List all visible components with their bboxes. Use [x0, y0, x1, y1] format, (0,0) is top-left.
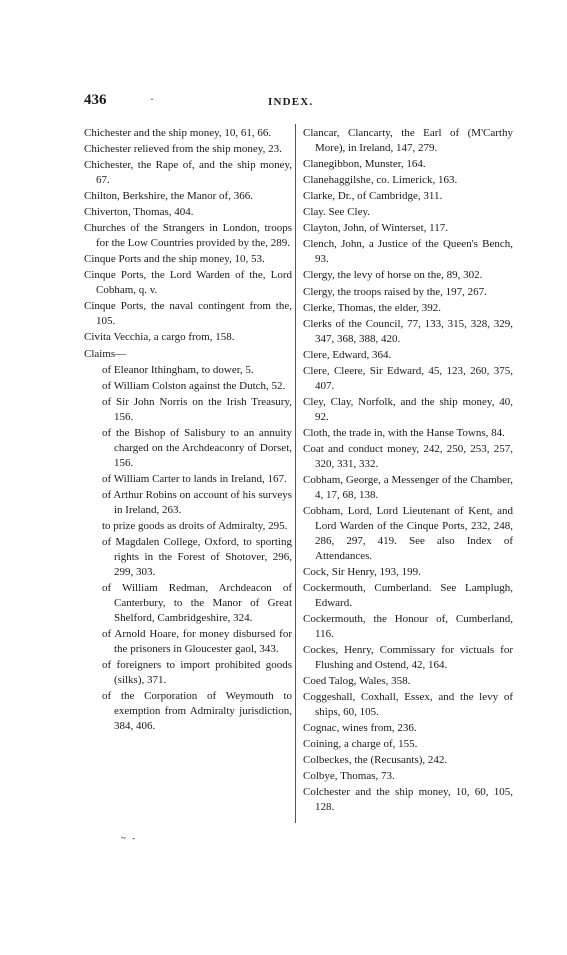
- index-entry: Cinque Ports, the naval contingent from the, 105.: [84, 300, 292, 328]
- index-entry: Cobham, George, a Messenger of the Chamber, 4, 17, 68, 138.: [303, 473, 513, 501]
- index-entry: of the Bishop of Salisbury to an annuity charged on the Archdeaconry of Dorset, 156.: [102, 426, 292, 469]
- index-entry: Clancar, Clancarty, the Earl of (M'Carthy More), in Ireland, 147, 279.: [303, 127, 513, 154]
- index-entry: Coggeshall, Coxhall, Essex, and the levy of ships, 60, 105.: [303, 690, 513, 718]
- running-head: INDEX.: [268, 96, 314, 108]
- index-entry: Chichester, the Rape of, and the ship money, 67.: [84, 159, 292, 187]
- index-entry: of William Carter to lands in Ireland, 167.: [102, 472, 287, 485]
- index-entry: Cinque Ports and the ship money, 10, 53.: [84, 253, 265, 266]
- index-entry: Clerke, Thomas, the elder, 392.: [303, 301, 442, 314]
- index-entry: Colbye, Thomas, 73.: [303, 770, 395, 783]
- index-entry: Clay. See Cley.: [303, 206, 371, 219]
- index-entry: Clanehaggilshe, co. Limerick, 163.: [303, 174, 458, 187]
- index-entry: Chilton, Berkshire, the Manor of, 366.: [84, 190, 253, 203]
- index-entry: of Magdalen College, Oxford, to sporting rights in the Forest of Shotover, 296, 299, 303.: [102, 535, 292, 578]
- index-entry: of William Colston against the Dutch, 52.: [102, 379, 286, 392]
- index-entry: Cognac, wines from, 236.: [303, 721, 417, 734]
- index-entry: Clarke, Dr., of Cambridge, 311.: [303, 190, 443, 203]
- index-entry: Clergy, the levy of horse on the, 89, 302.: [303, 269, 483, 282]
- index-entry: Colchester and the ship money, 10, 60, 105, 128.: [303, 786, 513, 814]
- index-entry: Clayton, John, of Winterset, 117.: [303, 222, 448, 235]
- index-entry: Cockermouth, Cumberland. See Lamplugh, Edward.: [303, 581, 513, 609]
- header-dot: ·: [150, 92, 154, 106]
- index-entry: Cinque Ports, the Lord Warden of the, Lord Cobham, q. v.: [84, 269, 292, 297]
- index-entry: Coed Talog, Wales, 358.: [303, 674, 411, 687]
- page-number: 436: [84, 92, 107, 108]
- index-entry: Coining, a charge of, 155.: [303, 738, 418, 751]
- index-entry: Chichester and the ship money, 10, 61, 66.: [84, 127, 272, 139]
- index-entry: of William Redman, Archdeacon of Canterbury, to the Manor of Great Shelford, Cambridgeshire, 324.: [102, 581, 292, 624]
- index-entry: Civita Vecchia, a cargo from, 158.: [84, 331, 235, 344]
- index-entry: Clerks of the Council, 77, 133, 315, 328, 329, 347, 368, 388, 420.: [303, 317, 513, 345]
- index-entry: Chiverton, Thomas, 404.: [84, 206, 194, 219]
- index-entry: Clere, Cleere, Sir Edward, 45, 123, 260, 375, 407.: [303, 364, 513, 392]
- index-entry: Cock, Sir Henry, 193, 199.: [303, 565, 421, 578]
- index-entry: Cobham, Lord, Lord Lieutenant of Kent, and Lord Warden of the Cinque Ports, 232, 248, 286, 297, 419. See also Index of Attendances.: [303, 504, 513, 562]
- index-entry: of Sir John Norris on the Irish Treasury, 156.: [102, 395, 292, 423]
- index-entry: Churches of the Strangers in London, troops for the Low Countries provided by the, 289.: [84, 222, 292, 250]
- index-entry: Claims—: [84, 347, 127, 360]
- index-entry: of Eleanor Ithingham, to dower, 5.: [102, 363, 254, 376]
- left-column: [84, 126, 292, 735]
- index-entry: Clergy, the troops raised by the, 197, 267.: [303, 285, 487, 298]
- index-entry: Coat and conduct money, 242, 250, 253, 257, 320, 331, 332.: [303, 442, 513, 470]
- index-entry: of the Corporation of Weymouth to exemption from Admiralty jurisdiction, 384, 406.: [102, 689, 292, 732]
- right-column: [303, 126, 513, 816]
- footer-mark: ~ -: [121, 833, 138, 843]
- index-entry: of foreigners to import prohibited goods (silks), 371.: [102, 658, 292, 686]
- column-divider: [295, 124, 296, 823]
- index-entry: Cockermouth, the Honour of, Cumberland, 116.: [303, 612, 513, 640]
- index-entry: to prize goods as droits of Admiralty, 295.: [102, 519, 288, 532]
- index-entry: of Arnold Hoare, for money disbursed for the prisoners in Gloucester gaol, 343.: [102, 627, 292, 655]
- index-entry: Cockes, Henry, Commissary for victuals for Flushing and Ostend, 42, 164.: [303, 643, 513, 671]
- index-entry: Cley, Clay, Norfolk, and the ship money, 40, 92.: [303, 395, 513, 423]
- index-entry: Clench, John, a Justice of the Queen's Bench, 93.: [303, 238, 513, 266]
- index-entry: Clanegibbon, Munster, 164.: [303, 158, 426, 170]
- index-entry: of Arthur Robins on account of his surveys in Ireland, 263.: [102, 488, 292, 516]
- index-entry: Colbeckes, the (Recusants), 242.: [303, 754, 448, 767]
- index-entry: Chichester relieved from the ship money, 23.: [84, 143, 282, 156]
- index-entry: Cloth, the trade in, with the Hanse Towns, 84.: [303, 426, 505, 439]
- index-entry: Clere, Edward, 364.: [303, 348, 392, 361]
